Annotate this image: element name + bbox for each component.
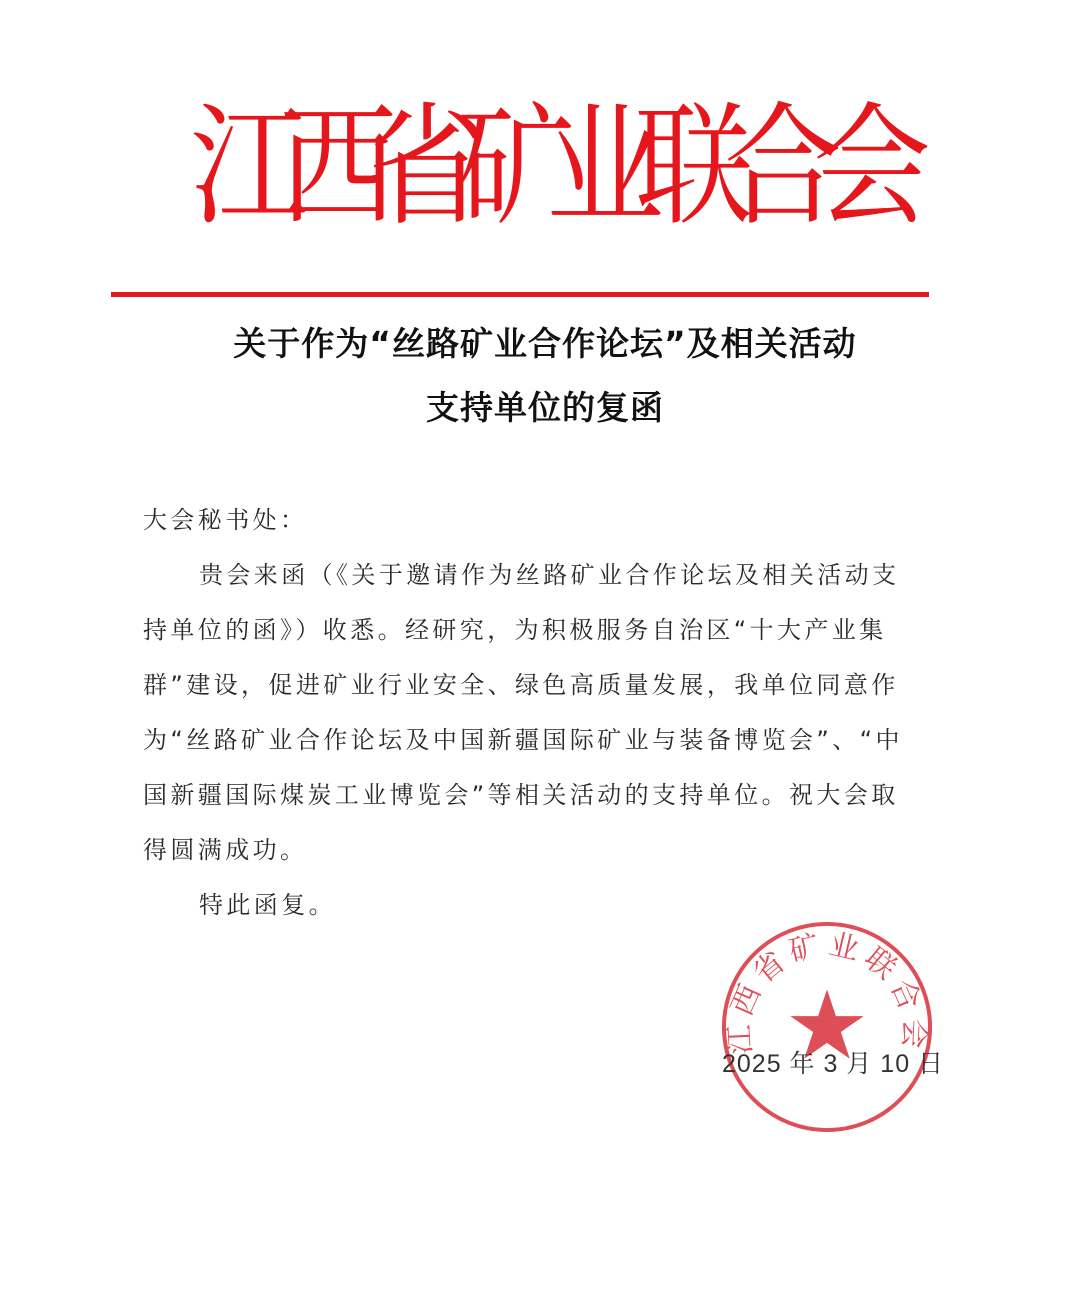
letter-body xyxy=(143,500,953,940)
official-seal-stamp xyxy=(718,918,936,1136)
body-line: 持单位的函》）收悉。经研究，为积极服务自治区“十大产业集 xyxy=(143,616,887,644)
masthead-char: 西 xyxy=(279,89,398,244)
red-header-divider xyxy=(111,292,929,297)
masthead-char: 会 xyxy=(813,89,932,244)
masthead-char: 联 xyxy=(635,89,754,244)
body-line: 群”建设，促进矿业行业安全、绿色高质量发展，我单位同意作 xyxy=(143,671,899,699)
document-title-line-2: 支持单位的复函 xyxy=(426,388,664,427)
document-title-line-1: 关于作为“丝路矿业合作论坛”及相关活动 xyxy=(233,324,857,363)
closing-remark: 特此函复。 xyxy=(199,891,336,919)
masthead-org-name xyxy=(190,88,932,245)
body-line: 国新疆国际煤炭工业博览会”等相关活动的支持单位。祝大会取 xyxy=(143,781,899,809)
seal-text: 江西省矿业联合会 xyxy=(721,926,933,1056)
masthead-char: 业 xyxy=(546,89,665,244)
masthead-char: 省 xyxy=(368,89,487,244)
salutation: 大会秘书处： xyxy=(143,506,308,534)
masthead-char: 矿 xyxy=(457,89,576,244)
masthead-char: 合 xyxy=(724,89,843,244)
body-line: 得圆满成功。 xyxy=(143,836,308,864)
body-line: 为“丝路矿业合作论坛及中国新疆国际矿业与装备博览会”、“中 xyxy=(143,726,903,754)
letter-date: 2025 年 3 月 10 日 xyxy=(722,1050,945,1078)
masthead-char: 江 xyxy=(190,89,309,244)
body-line: 贵会来函（《关于邀请作为丝路矿业合作论坛及相关活动支 xyxy=(199,561,900,589)
